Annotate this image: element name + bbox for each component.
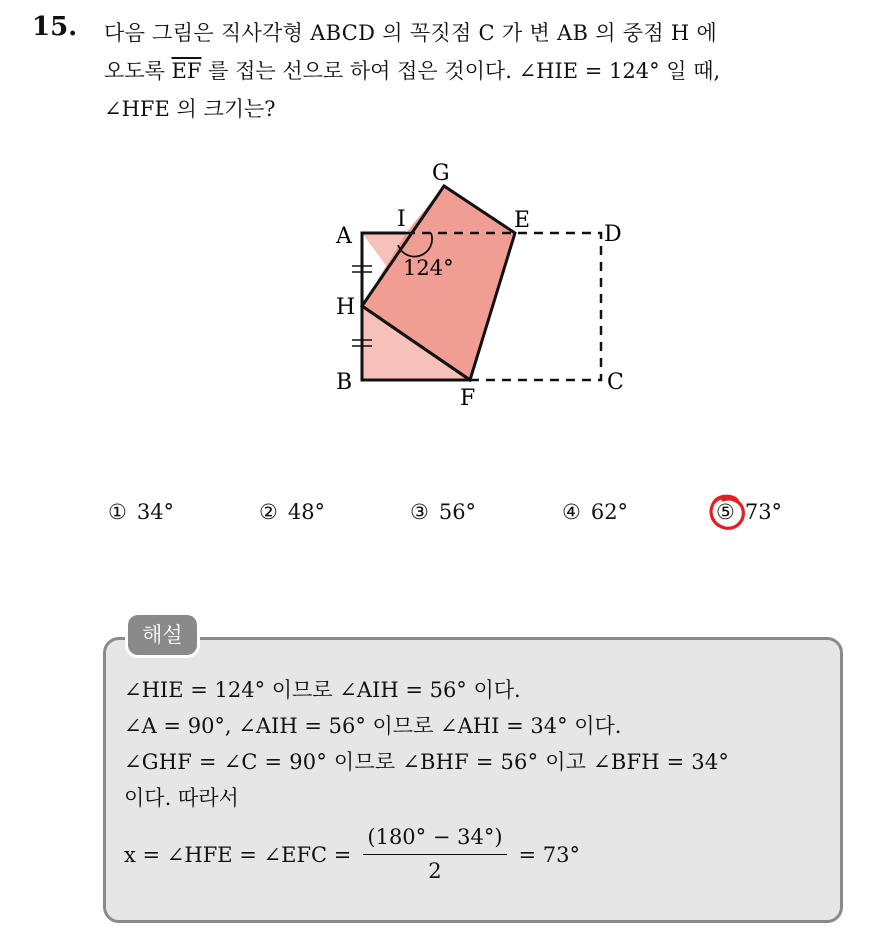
segment-ef: $\overline{EF}$	[171, 59, 202, 83]
choice-1-mark: ①	[108, 500, 127, 524]
label-b: B	[336, 370, 353, 395]
question-line-1: 다음 그림은 직사각형 ABCD 의 꼭짓점 C 가 변 AB 의 중점 H 에	[104, 21, 718, 45]
solution-line-2: ∠A = 90°, ∠AIH = 56° 이므로 ∠AHI = 34° 이다.	[124, 714, 622, 738]
solution-body	[124, 672, 824, 887]
choice-2[interactable]	[259, 500, 325, 524]
solution-line-4: 이다. 따라서	[124, 786, 239, 810]
choice-5-value: 73°	[744, 500, 783, 524]
question-line-2-start: 오도록	[104, 59, 172, 83]
choice-3[interactable]	[410, 500, 476, 524]
choice-5[interactable]	[716, 500, 782, 524]
label-d: D	[604, 222, 622, 247]
choice-4-value: 62°	[590, 500, 629, 524]
answer-choices	[108, 500, 828, 536]
label-g: G	[432, 161, 450, 186]
question-number: 15.	[32, 12, 78, 42]
label-h: H	[336, 295, 356, 320]
choice-4[interactable]	[562, 500, 628, 524]
label-f: F	[460, 386, 476, 411]
solution-formula	[124, 822, 824, 887]
solution-tag: 해설	[128, 615, 197, 655]
formula-rhs: = 73°	[518, 842, 581, 867]
choice-1[interactable]	[108, 500, 174, 524]
label-i: I	[397, 207, 406, 232]
solution-line-1: ∠HIE = 124° 이므로 ∠AIH = 56° 이다.	[124, 678, 521, 702]
label-c: C	[607, 370, 624, 395]
angle-label-124: 124°	[403, 256, 454, 280]
choice-4-mark: ④	[562, 500, 581, 524]
choice-3-value: 56°	[438, 500, 477, 524]
formula-denominator: 2	[428, 859, 442, 883]
label-e: E	[514, 208, 531, 233]
label-a: A	[336, 224, 352, 249]
choice-5-mark: ⑤	[716, 500, 735, 524]
choice-3-mark: ③	[410, 500, 429, 524]
question-line-2-end: 를 접는 선으로 하여 접은 것이다. ∠HIE = 124° 일 때,	[201, 59, 721, 83]
choice-1-value: 34°	[136, 500, 175, 524]
solution-line-3: ∠GHF = ∠C = 90° 이므로 ∠BHF = 56° 이고 ∠BFH = 34°	[124, 750, 730, 774]
formula-numerator: (180° − 34°)	[363, 822, 506, 855]
choice-2-mark: ②	[259, 500, 278, 524]
formula-fraction	[363, 822, 506, 887]
question-line-3: ∠HFE 의 크기는?	[104, 97, 276, 121]
choice-2-value: 48°	[287, 500, 326, 524]
formula-lhs: x = ∠HFE = ∠EFC =	[124, 842, 352, 867]
